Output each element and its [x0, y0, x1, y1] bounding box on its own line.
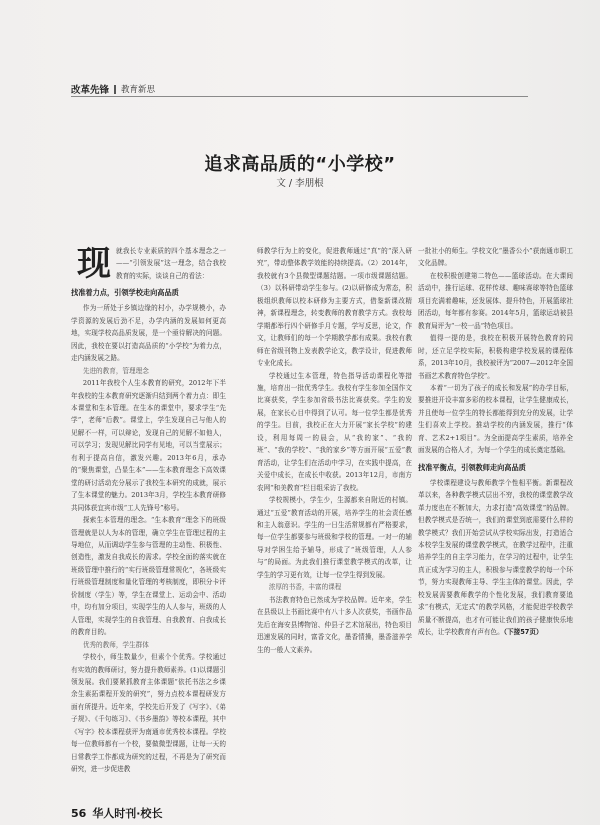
paragraph: 一批社小的师生。学校文化“墨香公小”获南通市职工文化品牌。 [418, 247, 573, 268]
column-name: 改革先锋 [71, 85, 110, 96]
column-separator [114, 85, 116, 94]
subsection-heading: 浓厚的书香，丰富的课程 [268, 583, 342, 592]
paragraph: 本着“一切为了孩子的成长和发展”的办学目标，要推进开设丰富多彩的校本课程，让学生健康成长，并且使每一位学生的特长都能得到充分的发展，让学生们喜欢上学校。推动学校的内涵发展，推行“体育、艺术2+1项目”。为全面提高学生素质，培养全面发展的合格人才，为每一个学生的成长奠定基础。 [418, 383, 573, 455]
paragraph: 学校课程建设与教师教学个性相平衡。新课程改革以来，各种教学模式层出不穷，我校的课堂教学改革力度也在不断加大，力求打造“高效课堂”的品牌。但教学模式是否统一，我们的课堂到底需要什么样的教学模式？我们开始尝试从学校实际出发，打造适合本校学生发展的课堂教学模式，在教学过程中，注重培养学生的自主学习能力，在学习的过程中，让学生真正成为学习的主人，积极参与课堂教学的每一个环节，努力实现教师主导、学生主体的课堂。因此，学校发展需要教师教学的个性化发展，我们教育要追求“有模式，无定式”的教学风格，才能促进学校教学质量不断提高，也才有可能让我们的孩子健康快乐地成长，让学校教育有声有色。（下接57页） [418, 478, 573, 637]
text-column-2 [257, 245, 412, 656]
paragraph: 学校通过生本管理，特色指导活动课程化等措施，培育出一批优秀学生。我校有学生参加全国作文比赛获奖，学生参加省级书法比赛获奖。学生的发展，在家长心目中得到了认可。每一位学生都是优秀的学生。目前，我校正在大力开展“家长学校”的建设，利用每周一的晨会，从“我的家”、“我的班”、“我的学校”、“我的家乡”等方面开展“五爱”教育活动，让学生们在活动中学习，在实践中提高，在关爱中成长，在成长中收获。2013年12月，市南方农网“和美教育”栏目组采访了我校。 [257, 371, 412, 492]
paragraph: 在校积极创建第二特色——篮球活动。在大课间活动中，推行运球、花样传球、趣味赛球等特色篮球项目充满着趣味，还发展体、提升特色，开展篮球社团活动，每年都有参赛。2014年5月，篮球运动被县教育局评为“一校一品”特色项目。 [418, 271, 573, 330]
magazine-name: 华人时刊·校长 [92, 807, 163, 820]
drop-cap: 现 [77, 244, 111, 284]
section-heading: 找准着力点，引领学校走向高品质 [71, 288, 179, 298]
paragraph: 书法教育特色已然成为学校品牌。近年来，学生在县级以上书画比赛中有八十多人次获奖，书画作品先后在海安县博物馆、仲县子艺术馆展出，特色项目迅速发展的同时，富香文化，墨香情操，墨香滋养学生的一般人文素养。 [257, 595, 412, 654]
paragraph: 学校小，师生数量少，但素个个优秀。学校通过有实效的教师研讨，努力提升教师素养。(1)以课题引领发展。我们要紧抓教育主体课题“依托书法之乡课余生素拓课程开发的研究”，努力点校本课程研发方面有所提升。近年来，学校先后开发了《写字》、《弟子规》、《千句练习》、《书乡墨韵》等校本课程，其中《写字》校本课程获评为南通市优秀校本课程。学校每一位教师都有一个校，要做微型课题，让每一天的日常教学工作都成为研究的过程，不再是为了研究而研究，进一步促进教 [71, 653, 226, 774]
paragraph: 学校规模小，学生少，生源都来自附近的村镇。通过“五爱”教育活动的开展，培养学生的社会责任感和主人翁意识。学生的一日生活常规都有严格要求，每一位学生都要参与班级和学校的管理。一对一的辅导对学困生给予辅导，形成了“班级管理，人人参与”的局面。为此我们推行课堂教学模式的改革，让学生的学习更有效，让每一位学生得到发展。 [257, 496, 412, 579]
column-subname: 教育新思 [121, 85, 156, 95]
intro-paragraph: 现就我长专业素质的四个基本理念之一——“引领发展”这一理念，结合我校教育的实际，谈谈自己的看法： [77, 244, 226, 284]
article-author: 文 / 李朋根 [276, 178, 324, 189]
section-heading: 找准平衡点，引领教师走向高品质 [418, 462, 526, 472]
paragraph: 2011年我校个人生本教育的研究，2012年下半年我校的生本教育研究逐渐归结到两个着力点：即生本课堂和生本管理。在生本的课堂中，要求学生“先学”，老师“后教”。课堂上，学生发现自己与他人的见解不一样，可以辩论，发现自己的见解不如他人，可以学习；发现见解比同学有见地，可以当堂展示；有利于提高自信，激发兴趣。2013年6月，承办的“聚焦课堂，凸显生本”——生本教育理念下高效课堂的研讨活动充分展示了我校生本研究的成就，展示了生本课堂的魅力。2013年3月，学校生本教育研修共同体获宜宾市级“工人先锋号”称号。 [71, 379, 226, 512]
paragraph: 值得一提的是，我校在积极开展特色教育的同时，还立足学校实际，积极构建学校发展的课程体系，2013年10月，我校被评为“2007—2012年全国书画艺术教育特色学校”。 [418, 334, 573, 380]
article-title: 追求高品质的“小学校” [204, 154, 396, 175]
page-number: 56 [71, 807, 87, 820]
text-column-1 [71, 245, 226, 776]
continued-note: （下接57页） [503, 628, 543, 637]
paragraph: 探索生本管理的理念。“生本教育”理念下的班级管理就是以人为本的管理，确立学生在管理过程的主导地位，从而调动学生参与管理的主动性、积极性、创造性，激发自我成长的需求。学校全面的落实就在班级管理中推行的“实行班级管理常规化”，各班级实行班级管理制度和量化管理的考核制度，即积分卡评价制度（学生）等，学生在课堂上、运动会中、活动中，均有加分项目，实现学生的人人参与，班级的人人管理，实现学生的自我管理、自我教育、自我成长的教育目的。 [71, 516, 226, 637]
column-header [71, 82, 155, 96]
subsection-heading: 优秀的教师，学生群体 [82, 640, 149, 649]
paragraph: 作为一所处于乡镇边缘的村小，办学规模小，办学资源的发展后劲不足，办学内涵的发展如何更高地，实现学校高品质发展，是一个亟待解决的问题。因此，我校在要以打造高品质的“小学校”为着力点，走内涵发展之路。 [71, 304, 226, 363]
text-column-3 [418, 245, 573, 639]
subsection-heading: 先进的教育，管理理念 [82, 366, 149, 375]
page-footer [71, 805, 163, 821]
header-rule [71, 96, 528, 97]
paragraph: 师教学行为上的变化，促进教师通过“真”的“深入研究”，带动整体教学效能的持续提高。（2）2014年，我校就有3个县微型课题结题。一项市级课题结题。（3）以科研带动学生参与。(2)以研修成为常态，积极组织教师以校本研修为主要方式，借鉴新课改精神，新课程理念，转变教师的教育教学方式。我校每学期都举行四个研修手月专题，学写反思，论文，作文，让教师们的每一个学期教学都有成果。我校有教师在省级刊物上发表教学论文，教学设计，促进教师专业化成长。 [257, 247, 412, 368]
